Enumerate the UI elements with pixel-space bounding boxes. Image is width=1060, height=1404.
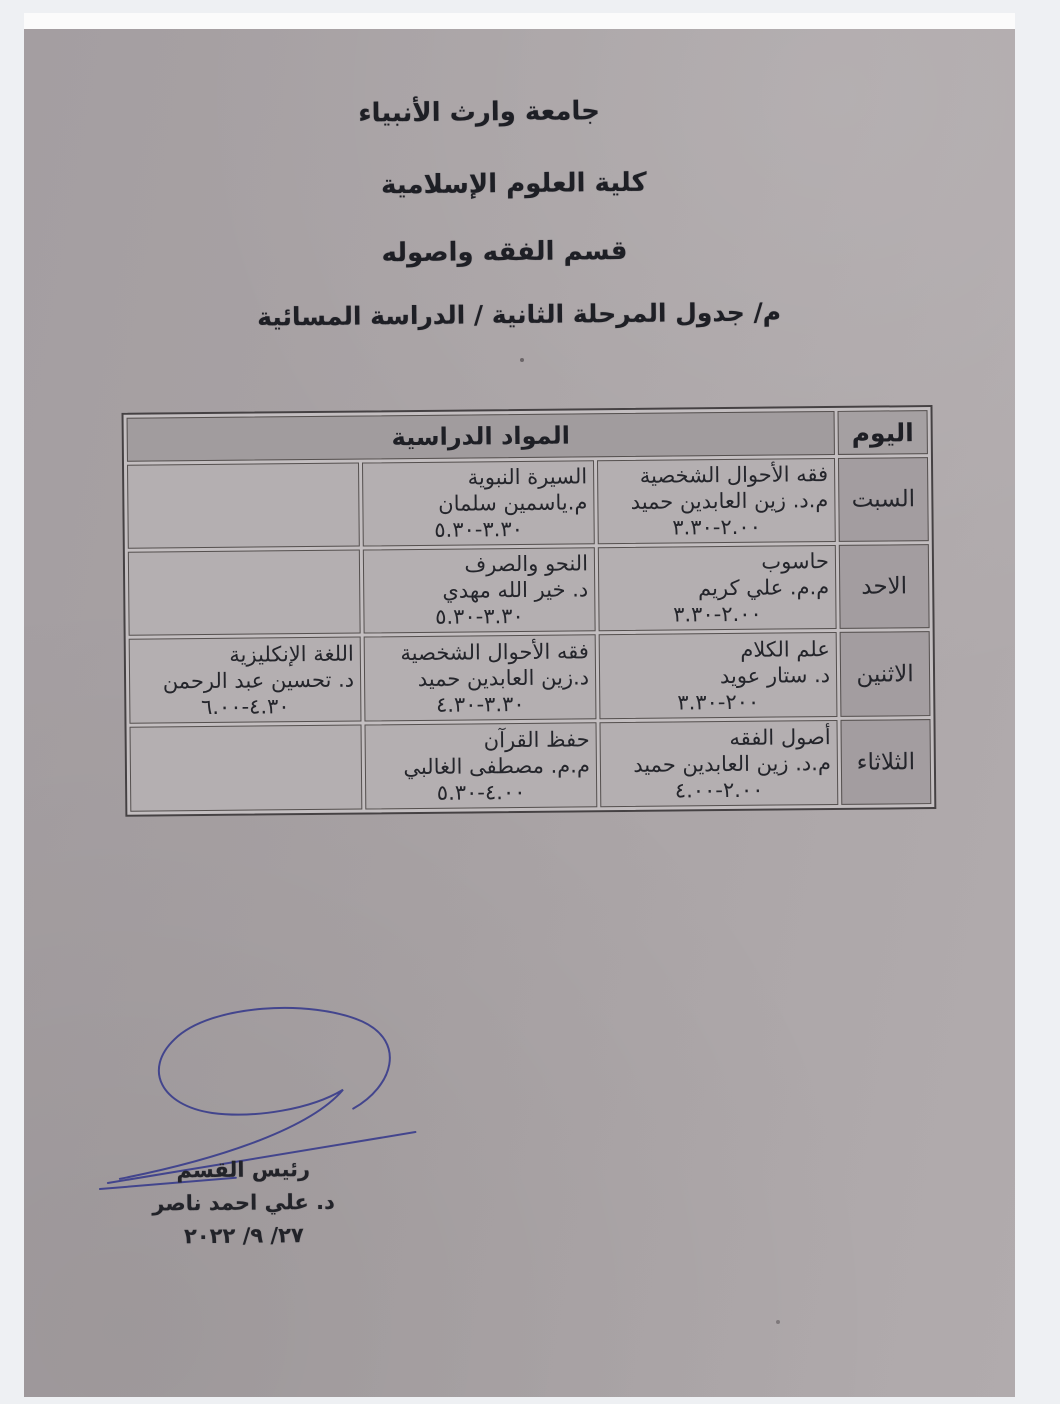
college-name: كلية العلوم الإسلامية: [380, 167, 647, 201]
table-row-saturday: [127, 457, 929, 549]
class-time: ٢٠٠-٣.٣٠: [677, 689, 760, 714]
signer-title: رئيس القسم: [176, 1157, 311, 1183]
class-time: ٣.٣٠-٤.٣٠: [435, 691, 525, 717]
subject-name: فقه الأحوال الشخصية: [400, 638, 589, 665]
signature-block: [136, 1153, 352, 1254]
class-time: ٣.٣٠-٥.٣٠: [434, 516, 524, 542]
document-photo: [24, 13, 1015, 1397]
teacher-name: م.م. علي كريم: [697, 575, 830, 601]
table-header-row: [127, 410, 928, 462]
teacher-name: م.ياسمين سلمان: [438, 490, 588, 516]
day-column-header: اليوم: [838, 410, 928, 455]
teacher-name: د. ستار عويد: [719, 662, 831, 688]
period-cell: [363, 547, 596, 633]
period-cell-empty: [130, 725, 363, 812]
schedule-table: [122, 405, 937, 817]
teacher-name: د. تحسين عبد الرحمن: [162, 667, 355, 693]
department-name: قسم الفقه واصوله: [381, 235, 628, 269]
period-cell: [365, 722, 598, 809]
subject-name: علم الكلام: [740, 636, 830, 662]
class-time: ٤.٠٠-٥.٣٠: [436, 779, 526, 805]
scan-speck: [776, 1320, 780, 1324]
period-cell: [598, 545, 837, 631]
teacher-name: م.د. زين العابدين حميد: [633, 750, 832, 777]
scan-speck: [520, 358, 524, 362]
subject-name: السيرة النبوية: [467, 464, 588, 490]
day-name: الثلاثاء: [840, 719, 931, 805]
period-cell: [599, 632, 838, 719]
signer-name: د. علي احمد ناصر: [152, 1189, 335, 1216]
class-time: ٢.٠٠-٣.٣٠: [672, 514, 762, 540]
period-cell-empty: [127, 463, 360, 549]
table-row-tuesday: [130, 719, 932, 812]
period-cell: [597, 458, 836, 544]
day-name: السبت: [838, 457, 929, 542]
day-name: الاثنين: [840, 631, 931, 717]
class-time: ٢.٠٠-٤.٠٠: [674, 777, 764, 803]
teacher-name: م.م. مصطفى الغالبي: [403, 752, 591, 779]
period-cell: [599, 720, 838, 807]
table-row-sunday: [128, 544, 930, 636]
day-name: الاحد: [839, 544, 930, 629]
class-time: ٣.٣٠-٥.٣٠: [435, 603, 524, 629]
subject-name: فقه الأحوال الشخصية: [639, 462, 829, 488]
teacher-name: د.زين العابدين حميد: [417, 664, 590, 691]
subject-name: النحو والصرف: [464, 551, 589, 577]
class-time: ٤.٣٠-٦.٠٠: [200, 693, 290, 719]
university-name: جامعة وارث الأنبياء: [358, 96, 601, 129]
subject-name: حاسوب: [761, 549, 830, 574]
subject-name: أصول الفقه: [729, 724, 831, 750]
paper-content: [19, 8, 1023, 1401]
period-cell: [129, 637, 362, 724]
teacher-name: د. خير الله مهدي: [442, 577, 589, 603]
signature-date: ٢٧/ ٩/ ٢٠٢٢: [183, 1223, 304, 1249]
teacher-name: م.د. زين العابدين حميد: [630, 488, 829, 514]
schedule-title: م/ جدول المرحلة الثانية / الدراسة المسائية: [257, 297, 782, 332]
period-cell-empty: [128, 550, 361, 636]
subject-name: حفظ القرآن: [483, 726, 590, 752]
subjects-column-header: المواد الدراسية: [127, 411, 835, 462]
table-row-monday: [129, 631, 931, 724]
class-time: ٢.٠٠-٣.٣٠: [673, 601, 762, 627]
subject-name: اللغة الإنكليزية: [229, 641, 354, 667]
period-cell: [362, 460, 595, 546]
period-cell: [364, 634, 597, 721]
